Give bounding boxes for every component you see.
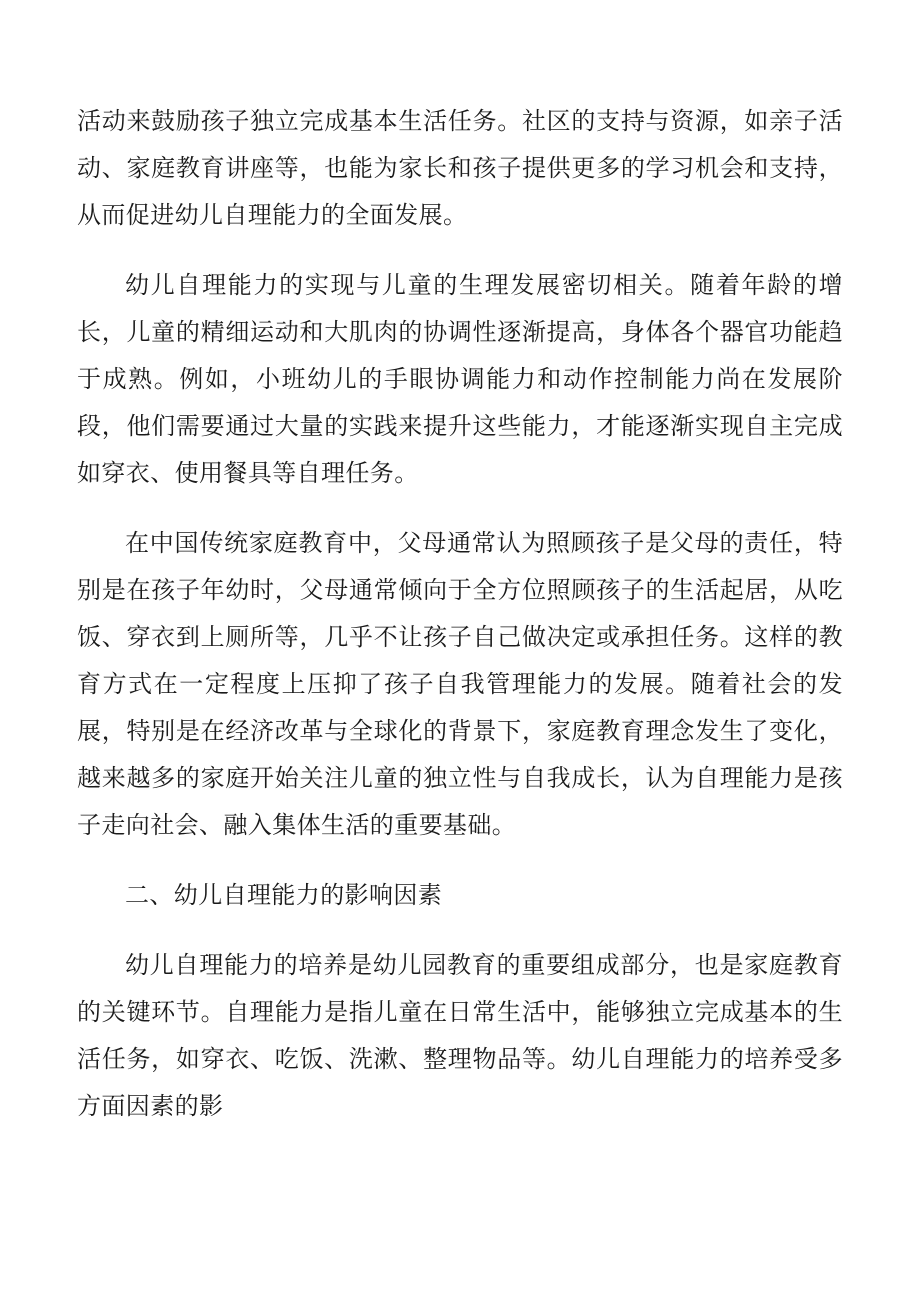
paragraph-continuation: 活动来鼓励孩子独立完成基本生活任务。社区的支持与资源，如亲子活动、家庭教育讲座等，也能为家长和孩子提供更多的学习机会和支持，从而促进幼儿自理能力的全面发展。 xyxy=(77,107,843,229)
document-body xyxy=(77,98,843,1153)
section-heading: 二、幼儿自理能力的影响因素 xyxy=(125,881,443,909)
paragraph-physiological-development: 幼儿自理能力的实现与儿童的生理发展密切相关。随着年龄的增长，儿童的精细运动和大肌肉的协调性逐渐提高，身体各个器官功能趋于成熟。例如，小班幼儿的手眼协调能力和动作控制能力尚在发展阶段，他们需要通过大量的实践来提升这些能力，才能逐渐实现自主完成如穿衣、使用餐具等自理任务。 xyxy=(77,271,843,487)
paragraph-traditional-family-education: 在中国传统家庭教育中，父母通常认为照顾孩子是父母的责任，特别是在孩子年幼时，父母通常倾向于全方位照顾孩子的生活起居，从吃饭、穿衣到上厕所等，几乎不让孩子自己做决定或承担任务。这样的教育方式在一定程度上压抑了孩子自我管理能力的发展。随着社会的发展，特别是在经济改革与全球化的背景下，家庭教育理念发生了变化，越来越多的家庭开始关注儿童的独立性与自我成长，认为自理能力是孩子走向社会、融入集体生活的重要基础。 xyxy=(77,529,843,839)
paragraph-influencing-factors: 幼儿自理能力的培养是幼儿园教育的重要组成部分，也是家庭教育的关键环节。自理能力是指儿童在日常生活中，能够独立完成基本的生活任务，如穿衣、吃饭、洗漱、整理物品等。幼儿自理能力的培养受多方面因素的影 xyxy=(77,951,843,1120)
